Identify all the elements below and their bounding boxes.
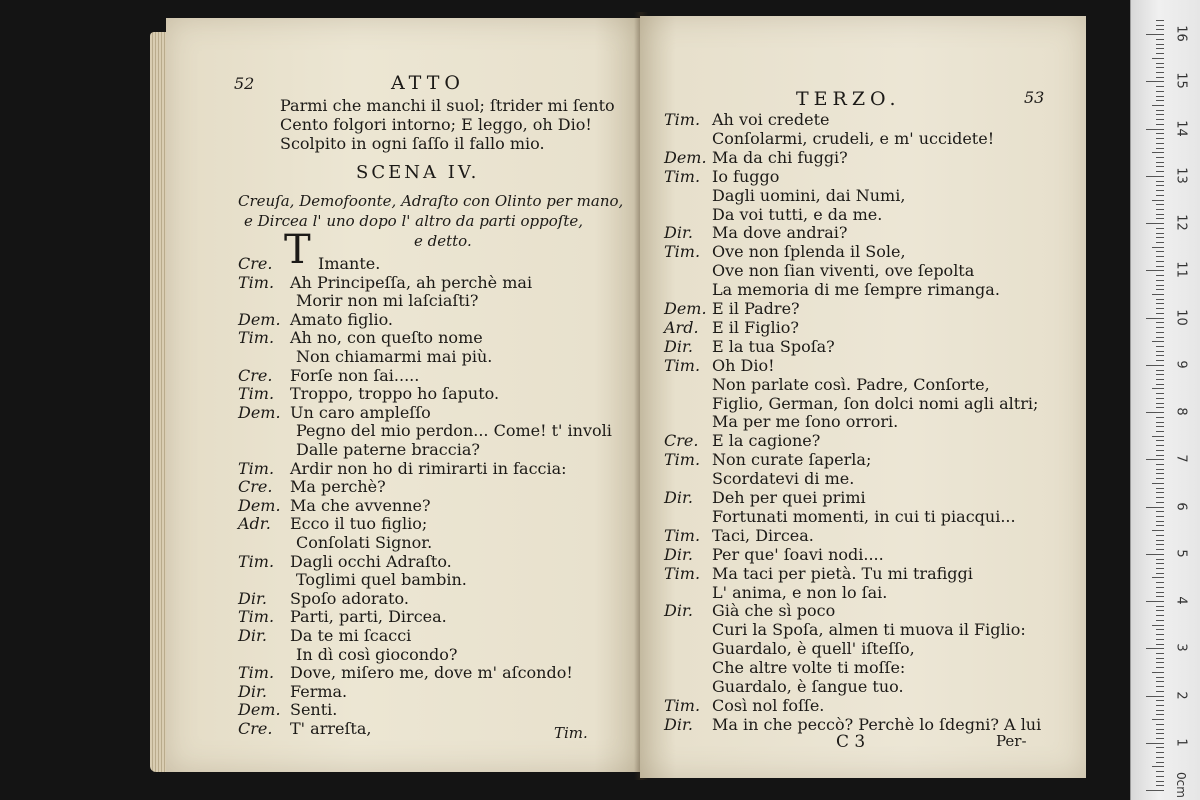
ruler-tick [1156,96,1164,97]
ruler-tick [1156,691,1164,692]
ruler-tick [1152,483,1164,484]
ruler-tick [1156,346,1164,347]
ruler-tick [1156,185,1164,186]
ruler-tick [1156,162,1164,163]
ruler-tick [1156,738,1164,739]
right-page [640,16,1086,778]
speaker-label: Adr. [238,514,271,534]
ruler-tick [1146,270,1164,271]
ruler-tick [1156,370,1164,371]
ruler-tick [1156,327,1164,328]
speaker-label: Cre. [238,254,273,273]
dialogue-line: Non parlate così. Padre, Conſorte, [712,374,990,394]
ruler-tick [1156,464,1164,465]
ruler-tick [1156,634,1164,635]
dialogue-line: Pegno del mio perdon... Come! t' involi [296,421,612,441]
speaker-label: Tim. [238,551,275,571]
speaker-label: Tim. [238,384,275,404]
ruler-tick [1146,554,1164,555]
speaker-label: Cre. [238,719,273,738]
ruler-tick [1156,398,1164,399]
ruler-tick [1156,237,1164,238]
speaker-label: Tim. [238,328,275,348]
ruler-tick [1156,379,1164,380]
ruler-tick [1156,568,1164,569]
ruler-tick [1152,577,1164,578]
ruler-tick [1156,733,1164,734]
left-folio: 52 [234,74,255,93]
ruler-tick [1156,403,1164,404]
ruler-tick [1156,620,1164,621]
ruler-tick [1156,251,1164,252]
ruler-number: 6 [1173,501,1189,511]
ruler-tick [1156,48,1164,49]
speaker-label: Dem. [238,495,281,515]
dialogue-line: E il Padre? [712,299,800,318]
ruler-tick [1156,771,1164,772]
speaker-label: Dir. [664,223,693,243]
ruler-tick [1146,696,1164,697]
ruler-tick [1156,511,1164,512]
ruler-tick [1156,280,1164,281]
ruler-tick [1156,592,1164,593]
ruler-tick [1146,34,1164,35]
ruler-tick [1156,308,1164,309]
speaker-label: Ard. [664,317,699,337]
dialogue-line: Un caro ampleſſo [290,402,431,422]
ruler-tick [1156,261,1164,262]
speaker-label: Dir. [664,488,693,507]
dialogue-line: Io fuggo [712,166,780,186]
verse-line: Cento folgori intorno; E leggo, oh Dio! [280,115,592,134]
ruler-tick [1156,729,1164,730]
speaker-label: Tim. [238,663,275,683]
speaker-label: Tim. [664,450,701,470]
dialogue-line: Ma per me ſono orrori. [712,412,899,432]
ruler-tick [1152,341,1164,342]
stage-direction: e Dircea l' uno dopo l' altro da parti oppoſte, [244,212,584,230]
ruler-tick [1156,705,1164,706]
dialogue-line: Ferma. [290,681,348,701]
speaker-label: Dem. [664,147,707,167]
speaker-label: Dem. [238,700,281,720]
dialogue-line: L' anima, e non lo ſai. [712,582,888,602]
measuring-ruler [1130,0,1200,800]
ruler-tick [1156,785,1164,786]
dialogue-line: La memoria di me ſempre rimanga. [712,280,1000,300]
speaker-label: Dem. [664,299,707,318]
right-running-head: TERZO. [796,88,901,110]
ruler-tick [1156,313,1164,314]
ruler-number: 13 [1173,167,1189,184]
ruler-tick [1156,653,1164,654]
ruler-number: 5 [1173,549,1189,558]
dialogue-line: Guardalo, è quell' iſteſſo, [712,639,915,659]
ruler-tick [1156,450,1164,451]
ruler-tick [1156,667,1164,668]
ruler-number: 4 [1173,596,1189,605]
dialogue-line: Ma perchè? [290,477,386,497]
ruler-tick [1156,138,1164,139]
ruler-tick [1146,790,1164,791]
ruler-tick [1156,747,1164,748]
ruler-tick [1156,143,1164,144]
ruler-tick [1156,516,1164,517]
ruler-tick [1156,148,1164,149]
speaker-label: Dir. [238,626,267,645]
ruler-tick [1156,110,1164,111]
ruler-tick [1156,63,1164,64]
ruler-tick [1156,573,1164,574]
ruler-tick [1156,781,1164,782]
ruler-tick [1146,223,1164,224]
ruler-number: 7 [1173,454,1189,463]
ruler-tick [1156,587,1164,588]
ruler-tick [1156,563,1164,564]
ruler-number: 12 [1173,214,1189,231]
ruler-tick [1156,752,1164,753]
speaker-label: Tim. [664,525,701,545]
ruler-tick [1146,81,1164,82]
dialogue-line: Senti. [290,700,338,720]
dialogue-line: E la tua Spoſa? [712,336,835,356]
speaker-label: Cre. [238,477,273,497]
ruler-tick [1156,114,1164,115]
ruler-tick [1152,105,1164,106]
speaker-label: Tim. [664,563,701,583]
ruler-number: 14 [1173,119,1189,137]
ruler-tick [1156,492,1164,493]
ruler-tick [1156,417,1164,418]
ruler-tick [1156,374,1164,375]
ruler-tick [1156,337,1164,338]
ruler-tick [1156,757,1164,758]
dialogue-line: Ma che avvenne? [290,495,431,515]
dialogue-line: Spoſo adorato. [290,588,409,608]
dialogue-line: Così nol foſſe. [712,695,825,715]
ruler-tick [1156,171,1164,172]
ruler-tick [1146,129,1164,130]
ruler-tick [1152,58,1164,59]
ruler-tick [1156,502,1164,503]
ruler-tick [1152,388,1164,389]
dialogue-line: In dì così giocondo? [296,644,458,664]
ruler-tick [1156,242,1164,243]
ruler-tick [1146,743,1164,744]
stage-direction: e detto. [414,232,472,250]
ruler-tick [1156,681,1164,682]
ruler-tick [1152,152,1164,153]
dialogue-line: Ma da chi fuggi? [712,147,848,167]
ruler-tick [1146,601,1164,602]
ruler-tick [1156,157,1164,158]
ruler-tick [1156,714,1164,715]
ruler-tick [1156,119,1164,120]
ruler-tick [1156,67,1164,68]
speaker-label: Cre. [238,365,273,385]
ruler-tick [1156,426,1164,427]
ruler-tick [1156,322,1164,323]
ruler-number: 3 [1173,643,1189,652]
ruler-number: 9 [1173,360,1189,369]
stage-direction: Creuſa, Demofoonte, Adraſto con Olinto per mano, [238,192,624,210]
ruler-tick [1156,535,1164,536]
ruler-tick [1156,233,1164,234]
ruler-tick [1146,507,1164,508]
left-page [166,18,642,772]
ruler-tick [1156,204,1164,205]
ruler-tick [1156,488,1164,489]
dialogue-line: Conſolarmi, crudeli, e m' uccidete! [712,128,995,148]
speaker-label: Dir. [664,601,693,621]
ruler-tick [1156,53,1164,54]
dialogue-line: Ma in che peccò? Perchè lo ſdegni? A lui [712,714,1042,734]
speaker-label: Tim. [664,166,701,186]
verse-line: Scolpito in ogni ſaſſo il fallo mio. [280,134,545,153]
ruler-tick [1156,275,1164,276]
dialogue-line: Ardir non ho di rimirarti in faccia: [290,458,567,478]
dialogue-line: T' arreſta, [290,719,372,738]
ruler-tick [1156,662,1164,663]
ruler-tick [1156,133,1164,134]
dialogue-line: Dalle paterne braccia? [296,440,480,459]
ruler-tick [1156,497,1164,498]
ruler-tick [1152,766,1164,767]
ruler-tick [1156,181,1164,182]
speaker-label: Tim. [664,355,701,375]
speaker-label: Dem. [238,402,281,422]
ruler-tick [1156,762,1164,763]
dialogue-line: Ah voi credete [712,110,830,129]
ruler-tick [1156,431,1164,432]
ruler-tick [1156,658,1164,659]
ruler-tick [1156,91,1164,92]
ruler-tick [1152,530,1164,531]
ruler-number: 16 [1173,25,1189,42]
ruler-tick [1156,549,1164,550]
dialogue-line: Parti, parti, Dircea. [290,607,447,627]
ruler-tick [1152,625,1164,626]
speaker-label: Dir. [664,336,693,356]
dialogue-line: Amato figlio. [290,309,393,329]
right-folio: 53 [1024,88,1045,107]
ruler-tick [1156,700,1164,701]
dialogue-line: Conſolati Signor. [296,533,433,552]
speaker-label: Dir. [664,544,693,564]
ruler-tick [1156,686,1164,687]
ruler-tick [1156,218,1164,219]
ruler-tick [1152,247,1164,248]
ruler-tick [1156,209,1164,210]
verse-line: Parmi che manchi il suol; ſtrider mi ſento [280,96,615,115]
ruler-tick [1146,412,1164,413]
ruler-tick [1156,360,1164,361]
speaker-label: Dem. [238,309,281,329]
ruler-tick [1156,710,1164,711]
ruler-tick [1156,540,1164,541]
ruler-tick [1152,200,1164,201]
ruler-tick [1156,422,1164,423]
ruler-number: 8 [1173,407,1189,416]
ruler-tick [1146,318,1164,319]
dropcap: T [284,227,311,273]
dialogue-line: Per que' ſoavi nodi.... [712,544,884,564]
dialogue-line: Ah no, con queſto nome [290,328,483,348]
ruler-tick [1156,355,1164,356]
dialogue-line: Già che sì poco [712,601,836,621]
speaker-label: Tim. [238,458,275,478]
ruler-tick [1152,436,1164,437]
dialogue-line: Ove non ſian viventi, ove ſepolta [712,261,975,281]
ruler-unit: 0cm [1174,772,1189,798]
ruler-tick [1156,299,1164,300]
ruler-tick [1156,20,1164,21]
left-catchword: Tim. [554,724,588,742]
ruler-tick [1156,124,1164,125]
ruler-tick [1156,86,1164,87]
ruler-tick [1152,294,1164,295]
dialogue-line: Deh per quei primi [712,488,866,507]
ruler-tick [1156,455,1164,456]
dialogue-line: E il Figlio? [712,317,799,337]
dialogue-line: Scordatevi di me. [712,469,855,489]
ruler-tick [1156,473,1164,474]
ruler-tick [1156,544,1164,545]
dialogue-line: Oh Dio! [712,355,775,375]
ruler-tick [1156,384,1164,385]
ruler-tick [1146,365,1164,366]
ruler-tick [1156,469,1164,470]
dialogue-line: Dagli uomini, dai Numi, [712,185,906,205]
ruler-number: 1 [1173,738,1189,747]
dialogue-line: Da voi tutti, e da me. [712,204,883,224]
dialogue-line: Non curate ſaperla; [712,450,872,470]
ruler-tick [1146,459,1164,460]
ruler-tick [1156,25,1164,26]
dialogue-line: Che altre volte ti moſſe: [712,658,906,678]
dialogue-line: Troppo, troppo ho ſaputo. [290,384,500,404]
ruler-tick [1156,214,1164,215]
ruler-tick [1156,332,1164,333]
dialogue-line: Dagli occhi Adraſto. [290,551,452,571]
ruler-tick [1152,719,1164,720]
ruler-tick [1156,303,1164,304]
speaker-label: Dir. [238,588,267,608]
left-running-head: ATTO [391,72,465,94]
dialogue-line: Ma taci per pietà. Tu mi trafiggi [712,563,973,583]
ruler-tick [1156,440,1164,441]
ruler-tick [1156,289,1164,290]
ruler-tick [1156,582,1164,583]
ruler-tick [1156,629,1164,630]
ruler-tick [1156,610,1164,611]
ruler-tick [1156,393,1164,394]
ruler-tick [1156,285,1164,286]
ruler-tick [1156,407,1164,408]
ruler-tick [1146,176,1164,177]
dialogue-line: Morir non mi laſciaſti? [296,291,479,311]
speaker-label: Cre. [664,431,699,451]
scene-title: SCENA IV. [356,162,480,183]
ruler-tick [1156,724,1164,725]
ruler-tick [1156,639,1164,640]
dialogue-line: Ecco il tuo figlio; [290,514,428,534]
ruler-tick [1156,256,1164,257]
open-book [150,12,1090,780]
ruler-tick [1156,615,1164,616]
speaker-label: Tim. [664,110,701,129]
dialogue-line: Toglimi quel bambin. [296,570,467,590]
dialogue-line: Dove, miſero me, dove m' aſcondo! [290,663,573,683]
ruler-tick [1156,44,1164,45]
right-catchword: Per- [996,732,1027,750]
ruler-tick [1156,100,1164,101]
ruler-tick [1156,72,1164,73]
ruler-tick [1156,478,1164,479]
ruler-tick [1156,677,1164,678]
ruler-tick [1156,445,1164,446]
dialogue-line: Fortunati momenti, in cui ti piacqui... [712,506,1016,526]
dialogue-line: Taci, Dircea. [712,525,814,545]
ruler-tick [1156,776,1164,777]
speaker-label: Tim. [238,607,275,627]
dialogue-line: Ma dove andrai? [712,223,848,243]
ruler-tick [1146,648,1164,649]
ruler-tick [1156,351,1164,352]
signature-mark: C 3 [836,732,866,752]
dialogue-line: Guardalo, è ſangue tuo. [712,677,904,696]
ruler-tick [1156,29,1164,30]
speaker-label: Dir. [664,714,693,734]
speaker-label: Tim. [238,272,275,292]
ruler-tick [1156,644,1164,645]
dialogue-line: E la cagione? [712,431,821,451]
dialogue-line: Imante. [318,254,381,273]
ruler-number: 2 [1173,690,1189,700]
ruler-number: 15 [1173,72,1189,90]
ruler-tick [1156,266,1164,267]
ruler-tick [1156,559,1164,560]
speaker-label: Tim. [664,242,701,262]
ruler-tick [1156,521,1164,522]
ruler-number: 11 [1173,261,1189,279]
ruler-tick [1156,228,1164,229]
dialogue-line: Figlio, German, ſon dolci nomi agli altri; [712,393,1039,413]
ruler-tick [1156,166,1164,167]
dialogue-line: Da te mi ſcacci [290,626,412,645]
speaker-label: Dir. [238,681,267,701]
speaker-label: Tim. [664,695,701,715]
dialogue-line: Curi la Spoſa, almen ti muova il Figlio: [712,620,1026,640]
ruler-number: 10 [1173,308,1189,326]
dialogue-line: Ah Principeſſa, ah perchè mai [290,272,533,292]
ruler-tick [1156,39,1164,40]
ruler-tick [1156,190,1164,191]
ruler-tick [1156,195,1164,196]
dialogue-line: Forſe non ſai..... [290,365,420,385]
ruler-tick [1156,525,1164,526]
dialogue-line: Non chiamarmi mai più. [296,347,493,366]
ruler-tick [1156,606,1164,607]
ruler-tick [1156,596,1164,597]
ruler-tick [1152,672,1164,673]
ruler-tick [1156,77,1164,78]
dialogue-line: Ove non ſplenda il Sole, [712,242,906,262]
